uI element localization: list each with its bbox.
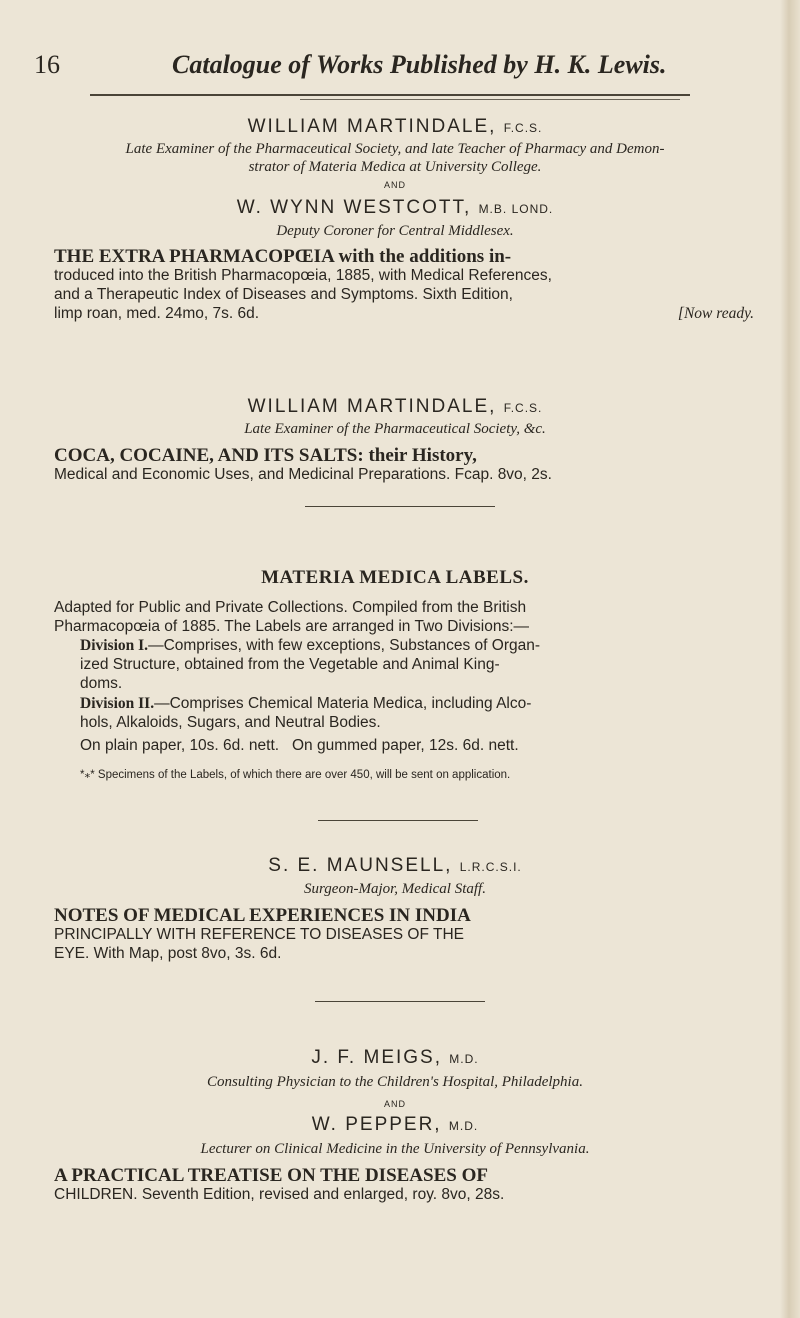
entry5-and: AND [383, 1099, 406, 1109]
entry2-work-title: COCA, COCAINE, AND ITS SALTS: their History, [54, 445, 477, 466]
entry5-author: J. F. MEIGS, M.D. [311, 1047, 479, 1068]
entry1-and: AND [383, 180, 406, 190]
separator-rule [305, 506, 495, 507]
entry1-coauthor-desc: Deputy Coroner for Central Middlesex. [276, 223, 514, 239]
entry2-work: COCA, COCAINE, AND ITS SALTS: their History, Medical and Economic Uses, and Medicinal Preparations. Fcap. 8vo, 2s. [54, 446, 754, 484]
entry1-coauthor: W. WYNN WESTCOTT, M.B. LOND. [236, 197, 554, 218]
entry4-author: S. E. MAUNSELL, L.R.C.S.I. [268, 855, 522, 876]
entry2-author-desc: Late Examiner of the Pharmaceutical Society, &c. [244, 421, 546, 437]
header-rule [90, 94, 690, 96]
entry3-note: *⁎* Specimens of the Labels, of which there are over 450, will be sent on application. [80, 769, 511, 781]
entry3-division-1: Division I.—Comprises, with few exceptions, Substances of Organ- ized Structure, obtained from the Vegetable and Animal King- doms. [80, 637, 541, 692]
entry5-coauthor: W. PEPPER, M.D. [311, 1114, 479, 1135]
entry4-author-desc: Surgeon-Major, Medical Staff. [304, 881, 486, 897]
separator-rule [318, 820, 478, 821]
header-rule-thin [300, 99, 680, 100]
entry1-status: [Now ready. [677, 305, 754, 322]
asterism: *⁎* [80, 769, 95, 781]
running-header [34, 50, 754, 90]
entry2-author: WILLIAM MARTINDALE, F.C.S. [247, 396, 543, 417]
entry5-author-desc: Consulting Physician to the Children's Hospital, Philadelphia. [207, 1074, 583, 1090]
entry1-author-desc: Late Examiner of the Pharmaceutical Society, and late Teacher of Pharmacy and Demon- strator of Materia Medica at University College. [125, 141, 665, 175]
entry3-division-2: Division II.—Comprises Chemical Materia Medica, including Alco- hols, Alkaloids, Sugars, and Neutral Bodies. [80, 695, 532, 731]
entry5-work-title: A PRACTICAL TREATISE ON THE DISEASES OF [54, 1165, 488, 1186]
book-spine-shadow [780, 0, 800, 1318]
running-title: Catalogue of Works Published by H. K. Lewis. [172, 50, 667, 79]
entry4-work: NOTES OF MEDICAL EXPERIENCES IN INDIA PRINCIPALLY WITH REFERENCE TO DISEASES OF THE EYE. With Map, post 8vo, 3s. 6d. [54, 906, 754, 963]
entry3-prices: On plain paper, 10s. 6d. nett. On gummed paper, 12s. 6d. nett. [80, 737, 519, 754]
entry1-work-title: THE EXTRA PHARMACOPŒIA with the additions in- [54, 246, 512, 267]
entry5-coauthor-desc: Lecturer on Clinical Medicine in the University of Pennsylvania. [200, 1141, 590, 1157]
page-number: 16 [34, 50, 60, 79]
entry5-work: A PRACTICAL TREATISE ON THE DISEASES OF CHILDREN. Seventh Edition, revised and enlarged, roy. 8vo, 28s. [54, 1166, 754, 1204]
entry1-author: WILLIAM MARTINDALE, F.C.S. [247, 116, 543, 137]
entry4-work-title: NOTES OF MEDICAL EXPERIENCES IN INDIA [54, 905, 471, 926]
entry3-intro: Adapted for Public and Private Collections. Compiled from the British Pharmacopœia of 1885. The Labels are arranged in Two Divisions:— [54, 599, 530, 635]
entry1-work: THE EXTRA PHARMACOPŒIA with the additions in- troduced into the British Pharmacopœia, 1885, with Medical References, and a Therapeutic Index of Diseases and Symptoms. Sixth Edition, limp roan, med. 24mo, 7s. 6d. [Now ready. [54, 246, 754, 322]
separator-rule [315, 1001, 485, 1002]
entry3-title: MATERIA MEDICA LABELS. [261, 567, 529, 588]
